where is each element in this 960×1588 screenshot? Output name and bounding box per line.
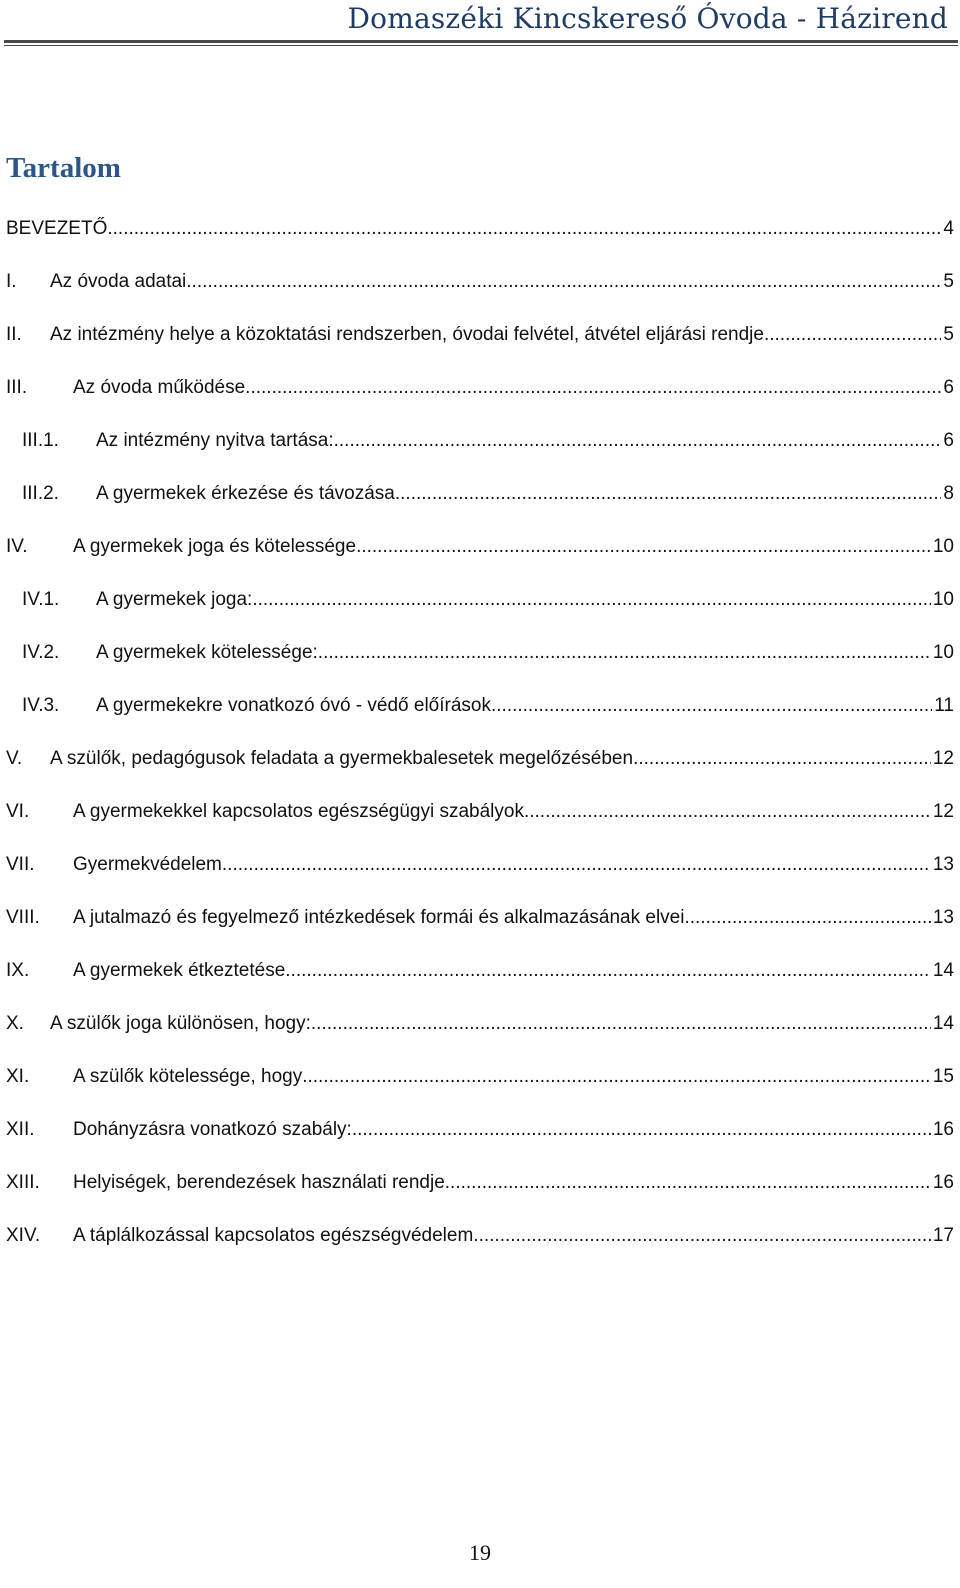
- toc-entry-number: XIII.: [6, 1172, 40, 1193]
- dot-leader: [524, 801, 931, 823]
- toc-heading: Tartalom: [6, 152, 121, 184]
- toc-entry-iv-1[interactable]: [6, 589, 954, 642]
- toc-entry-iii-1[interactable]: [6, 430, 954, 483]
- toc-entry-number: I.: [6, 271, 17, 292]
- dot-leader: [633, 748, 931, 770]
- toc-entry-title: A gyermekek kötelessége:: [96, 642, 318, 663]
- toc-entry-xiii[interactable]: [6, 1172, 954, 1225]
- toc-entry-page: 10: [932, 642, 954, 663]
- toc-entry-page: 6: [943, 430, 954, 451]
- toc-entry-page: 6: [943, 377, 954, 398]
- toc-entry-number: X.: [6, 1013, 24, 1034]
- toc-entry-title: A gyermekekkel kapcsolatos egészségügyi szabályok: [73, 801, 524, 822]
- dot-leader: [222, 854, 931, 876]
- dot-leader: [352, 1119, 931, 1141]
- page-number: 19: [469, 1540, 491, 1565]
- toc-entry-title: Az intézmény nyitva tartása:: [96, 430, 334, 451]
- toc-entry-title: A gyermekek joga és kötelessége: [73, 536, 357, 557]
- toc-entry-page: 10: [932, 589, 954, 610]
- dot-leader: [395, 483, 942, 505]
- dot-leader: [684, 907, 930, 929]
- dot-leader: [252, 589, 931, 611]
- toc-entry-number: VI.: [6, 801, 30, 822]
- toc-entry-number: XIV.: [6, 1225, 41, 1246]
- dot-leader: [311, 1013, 931, 1035]
- toc-entry-page: 15: [932, 1066, 954, 1087]
- toc-entry-page: 13: [932, 907, 954, 928]
- toc-entry-number: VII.: [6, 854, 35, 875]
- toc-entry-number: XI.: [6, 1066, 30, 1087]
- toc-entry-number: VIII.: [6, 907, 40, 928]
- toc-entry-xiv[interactable]: [6, 1225, 954, 1278]
- table-of-contents: [6, 218, 954, 1278]
- toc-entry-title: Gyermekvédelem: [73, 854, 222, 875]
- toc-entry-title: A gyermekek érkezése és távozása: [96, 483, 395, 504]
- toc-entry-page: 16: [932, 1119, 954, 1140]
- dot-leader: [318, 642, 931, 664]
- toc-entry-page: 8: [943, 483, 954, 504]
- header-rule-thin: [4, 45, 958, 46]
- toc-entry-iv[interactable]: [6, 536, 954, 589]
- toc-entry-title: Az óvoda működése: [73, 377, 246, 398]
- toc-entry-v[interactable]: [6, 748, 954, 801]
- toc-entry-number: IV.3.: [22, 695, 60, 716]
- toc-entry-title: A szülők, pedagógusok feladata a gyermekbalesetek megelőzésében: [50, 748, 634, 769]
- toc-entry-page: 10: [932, 536, 954, 557]
- toc-entry-title: A szülők joga különösen, hogy:: [50, 1013, 311, 1034]
- toc-entry-page: 13: [932, 854, 954, 875]
- toc-entry-title: Az óvoda adatai: [50, 271, 187, 292]
- toc-entry-x[interactable]: [6, 1013, 954, 1066]
- dot-leader: [334, 430, 942, 452]
- toc-entry-page: 14: [932, 1013, 954, 1034]
- toc-entry-title: Az intézmény helye a közoktatási rendszerben, óvodai felvétel, átvétel eljárási rendje: [50, 324, 764, 345]
- toc-entry-number: IV.1.: [22, 589, 60, 610]
- toc-entry-title: Dohányzásra vonatkozó szabály:: [73, 1119, 352, 1140]
- toc-entry-page: 12: [932, 748, 954, 769]
- toc-entry-title: Helyiségek, berendezések használati rendje: [73, 1172, 445, 1193]
- toc-entry-number: III.2.: [22, 483, 59, 504]
- toc-entry-iii-2[interactable]: [6, 483, 954, 536]
- dot-leader: [285, 960, 931, 982]
- dot-leader: [491, 695, 932, 717]
- toc-entry-number: V.: [6, 748, 23, 769]
- toc-entry-xi[interactable]: [6, 1066, 954, 1119]
- dot-leader: [107, 218, 941, 240]
- toc-entry-number: IX.: [6, 960, 30, 981]
- toc-entry-page: 11: [934, 695, 954, 716]
- dot-leader: [186, 271, 941, 293]
- toc-entry-title: A gyermekekre vonatkozó óvó - védő előírások: [96, 695, 491, 716]
- dot-leader: [473, 1225, 931, 1247]
- toc-entry-number: IV.2.: [22, 642, 60, 663]
- toc-entry-viii[interactable]: [6, 907, 954, 960]
- toc-entry-title: A táplálkozással kapcsolatos egészségvédelem: [73, 1225, 474, 1246]
- dot-leader: [302, 1066, 931, 1088]
- document-title: Domaszéki Kincskereső Óvoda - Házirend: [347, 2, 948, 35]
- toc-entry-title: A gyermekek joga:: [96, 589, 253, 610]
- toc-entry-page: 5: [943, 324, 954, 345]
- toc-entry-page: 16: [932, 1172, 954, 1193]
- toc-entry-number: II.: [6, 324, 22, 345]
- toc-entry-page: 5: [943, 271, 954, 292]
- toc-entry-page: 14: [932, 960, 954, 981]
- toc-entry-title: BEVEZETŐ: [6, 218, 108, 239]
- toc-entry-bevezeto[interactable]: [6, 218, 954, 271]
- toc-entry-page: 12: [932, 801, 954, 822]
- toc-entry-number: III.: [6, 377, 28, 398]
- dot-leader: [245, 377, 941, 399]
- dot-leader: [445, 1172, 931, 1194]
- dot-leader: [764, 324, 941, 346]
- toc-entry-xii[interactable]: [6, 1119, 954, 1172]
- toc-entry-number: IV.: [6, 536, 28, 557]
- toc-entry-i[interactable]: [6, 271, 954, 324]
- toc-entry-iv-2[interactable]: [6, 642, 954, 695]
- toc-entry-page: 17: [932, 1225, 954, 1246]
- toc-entry-title: A jutalmazó és fegyelmező intézkedések formái és alkalmazásának elvei: [73, 907, 685, 928]
- toc-entry-vii[interactable]: [6, 854, 954, 907]
- page-header: [0, 0, 960, 48]
- toc-entry-title: A gyermekek étkeztetése: [73, 960, 286, 981]
- toc-entry-number: III.1.: [22, 430, 59, 451]
- toc-entry-page: 4: [943, 218, 954, 239]
- toc-entry-iii[interactable]: [6, 377, 954, 430]
- toc-entry-number: XII.: [6, 1119, 35, 1140]
- dot-leader: [356, 536, 931, 558]
- toc-entry-vi[interactable]: [6, 801, 954, 854]
- toc-entry-ii[interactable]: [6, 324, 954, 377]
- toc-entry-ix[interactable]: [6, 960, 954, 1013]
- toc-entry-title: A szülők kötelessége, hogy: [73, 1066, 303, 1087]
- header-rule: [4, 40, 958, 43]
- toc-entry-iv-3[interactable]: [6, 695, 954, 748]
